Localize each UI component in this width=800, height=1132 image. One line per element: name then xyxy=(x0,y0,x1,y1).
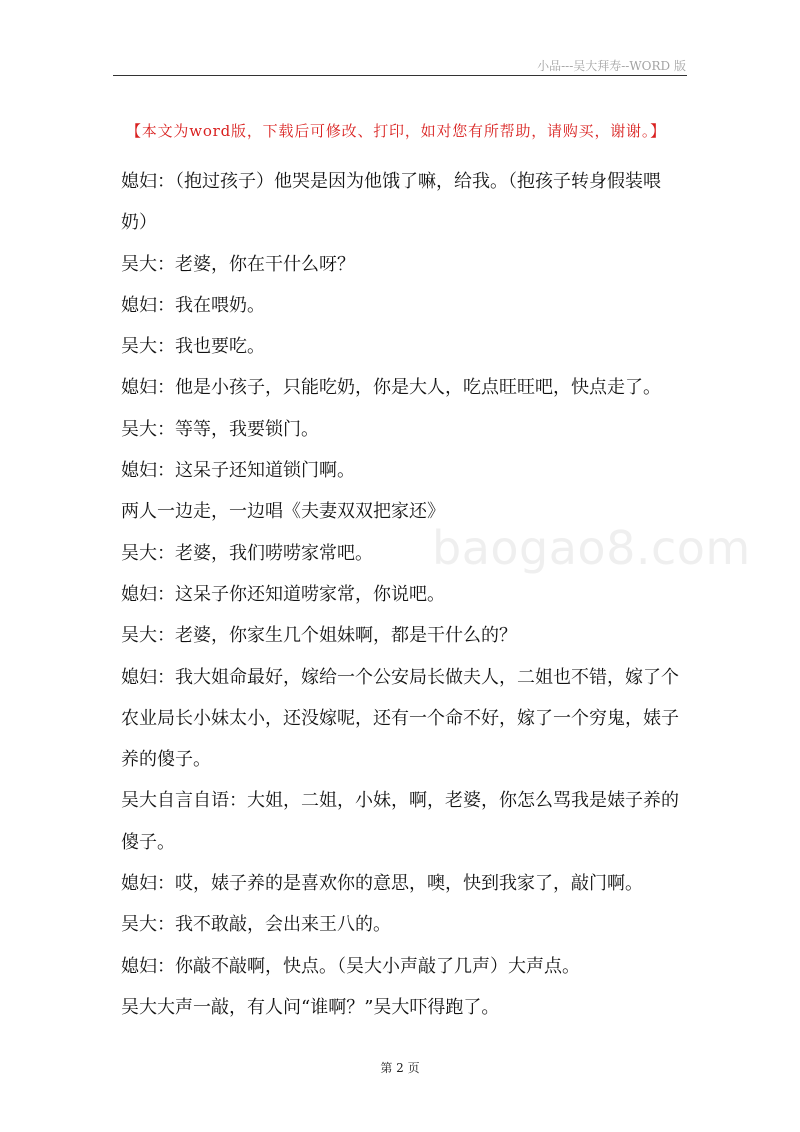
dialogue-line: 两人一边走，一边唱《夫妻双双把家还》 xyxy=(121,501,445,523)
dialogue-line: 媳妇：哎，婊子养的是喜欢你的意思，噢，快到我家了，敲门啊。 xyxy=(121,873,643,895)
dialogue-line: 媳妇：他是小孩子，只能吃奶，你是大人，吃点旺旺吧，快点走了。 xyxy=(121,377,661,399)
dialogue-line: 吴大：老婆，我们唠唠家常吧。 xyxy=(121,542,373,564)
dialogue-line: 媳妇：（抱过孩子）他哭是因为他饿了嘛，给我。（抱孩子转身假装喂奶） xyxy=(121,171,661,234)
dialogue-line: 媳妇：你敲不敲啊，快点。（吴大小声敲了几声）大声点。 xyxy=(121,955,580,977)
dialogue-line: 媳妇：我在喂奶。 xyxy=(121,294,265,316)
dialogue-line: 媳妇：这呆子你还知道唠家常，你说吧。 xyxy=(121,583,445,605)
dialogue-line: 吴大：等等，我要锁门。 xyxy=(121,418,319,440)
page-number: 第 2 页 xyxy=(380,1061,420,1075)
document-body xyxy=(121,161,683,1028)
watermark-text: baogao8.com xyxy=(432,521,751,575)
dialogue-line: 媳妇：这呆子还知道锁门啊。 xyxy=(121,460,355,482)
page-header-title: 小品---吴大拜寿--WORD 版 xyxy=(537,59,686,73)
dialogue-line: 吴大：老婆，你在干什么呀？ xyxy=(121,253,355,275)
purchase-notice: 【本文为word版，下载后可修改、打印，如对您有所帮助，请购买，谢谢。】 xyxy=(126,122,666,140)
dialogue-line: 吴大自言自语：大姐，二姐，小妹，啊，老婆，你怎么骂我是婊子养的傻子。 xyxy=(121,790,679,853)
dialogue-line: 媳妇：我大姐命最好，嫁给一个公安局长做夫人，二姐也不错，嫁了个农业局长小妹太小，还没嫁呢，还有一个命不好，嫁了一个穷鬼，婊子养的傻子。 xyxy=(121,666,679,771)
dialogue-line: 吴大：我也要吃。 xyxy=(121,336,265,358)
dialogue-line: 吴大：我不敢敲，会出来王八的。 xyxy=(121,914,391,936)
dialogue-line: 吴大：老婆，你家生几个姐妹啊，都是干什么的？ xyxy=(121,625,517,647)
dialogue-line: 吴大大声一敲，有人问“谁啊？”吴大吓得跑了。 xyxy=(121,996,500,1018)
header-divider xyxy=(113,75,687,76)
